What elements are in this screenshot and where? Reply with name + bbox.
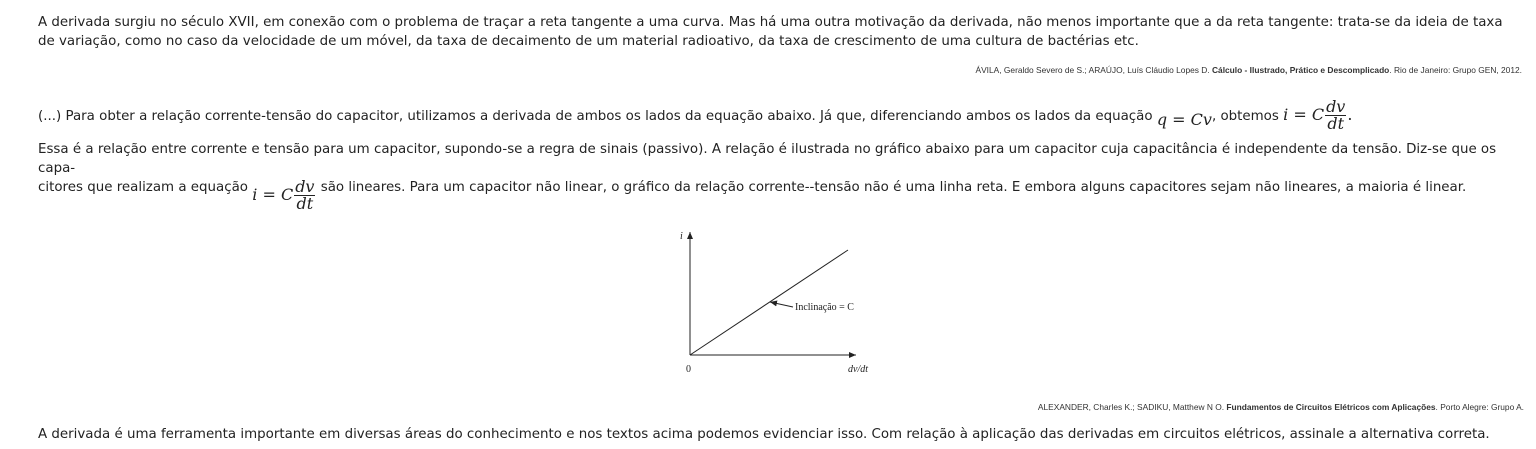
reference-avila (976, 65, 1523, 75)
origin-label: 0 (686, 364, 691, 375)
derivation-text: (...) Para obter a relação corrente-tensão do capacitor, utilizamos a derivada de ambos os lados da equação abaixo. Já que, diferenciando ambos os lados da equação (38, 109, 1153, 124)
reference-title: Fundamentos de Circuitos Elétricos com Aplicações (1226, 402, 1436, 412)
equation-i-c-dvdt-inline (252, 177, 316, 213)
current-voltage-graph (668, 222, 898, 382)
reference-authors: ÁVILA, Geraldo Severo de S.; ARAÚJO, Luís Cláudio Lopes D. (975, 65, 1212, 75)
question-prompt: A derivada é uma ferramenta importante em diversas áreas do conhecimento e nos textos acima podemos evidenciar isso. Com relação à aplicação das derivadas em circuitos elétricos, assinale a alternativa correta. (38, 427, 1490, 442)
derivation-mid-text: , obtemos (1211, 109, 1279, 124)
equation-q-cv: q = Cv (1156, 110, 1212, 129)
fraction-denominator: dt (1327, 114, 1345, 133)
linear-capacitor-paragraph (38, 170, 1522, 213)
equation-lhs: i = C (252, 185, 294, 204)
intro-paragraph: A derivada surgiu no século XVII, em conexão com o problema de traçar a reta tangente a uma curva. Mas há uma outra motivação da derivada, não menos importante que a da reta tangente: trata-se da ideia de taxa de variação, como no caso da velocidade de um móvel, da taxa de decaimento de um material radioativo, da taxa de crescimento de uma cultura de bactérias etc. (38, 15, 1503, 49)
fraction-numerator: dv (295, 177, 315, 196)
slope-pointer-arrow (770, 302, 793, 307)
reference-alexander (1038, 402, 1524, 412)
y-axis-label: i (680, 231, 683, 242)
x-axis-label: dv/dt (848, 364, 868, 375)
reference-publisher: . Porto Alegre: Grupo A. (1435, 402, 1524, 412)
equation-i-c-dvdt (1283, 97, 1353, 133)
reference-publisher: . Rio de Janeiro: Grupo GEN, 2012. (1389, 65, 1522, 75)
fraction-denominator: dt (296, 194, 314, 213)
capacitor-derivation-paragraph (38, 99, 1522, 132)
relation-paragraph: Essa é a relação entre corrente e tensão para um capacitor, supondo-se a regra de sinais (passivo). A relação é ilustrada no gráfico abaixo para um capacitor cuja capacitância é independente da tensão. Diz-se que os capa- (38, 142, 1497, 176)
fraction-numerator: dv (1326, 97, 1346, 116)
reference-title: Cálculo - Ilustrado, Prático e Descomplicado (1211, 65, 1390, 75)
equation-period: . (1347, 105, 1353, 124)
reference-authors: ALEXANDER, Charles K.; SADIKU, Matthew N O. (1037, 402, 1227, 412)
linear-after-text: são lineares. Para um capacitor não linear, o gráfico da relação corrente--tensão não é uma linha reta. E embora alguns capacitores sejam não lineares, a maioria é linear. (320, 180, 1467, 195)
slope-label: Inclinação = C (795, 302, 854, 313)
linear-before-text: citores que realizam a equação (38, 180, 248, 195)
equation-lhs: i = C (1283, 105, 1325, 124)
